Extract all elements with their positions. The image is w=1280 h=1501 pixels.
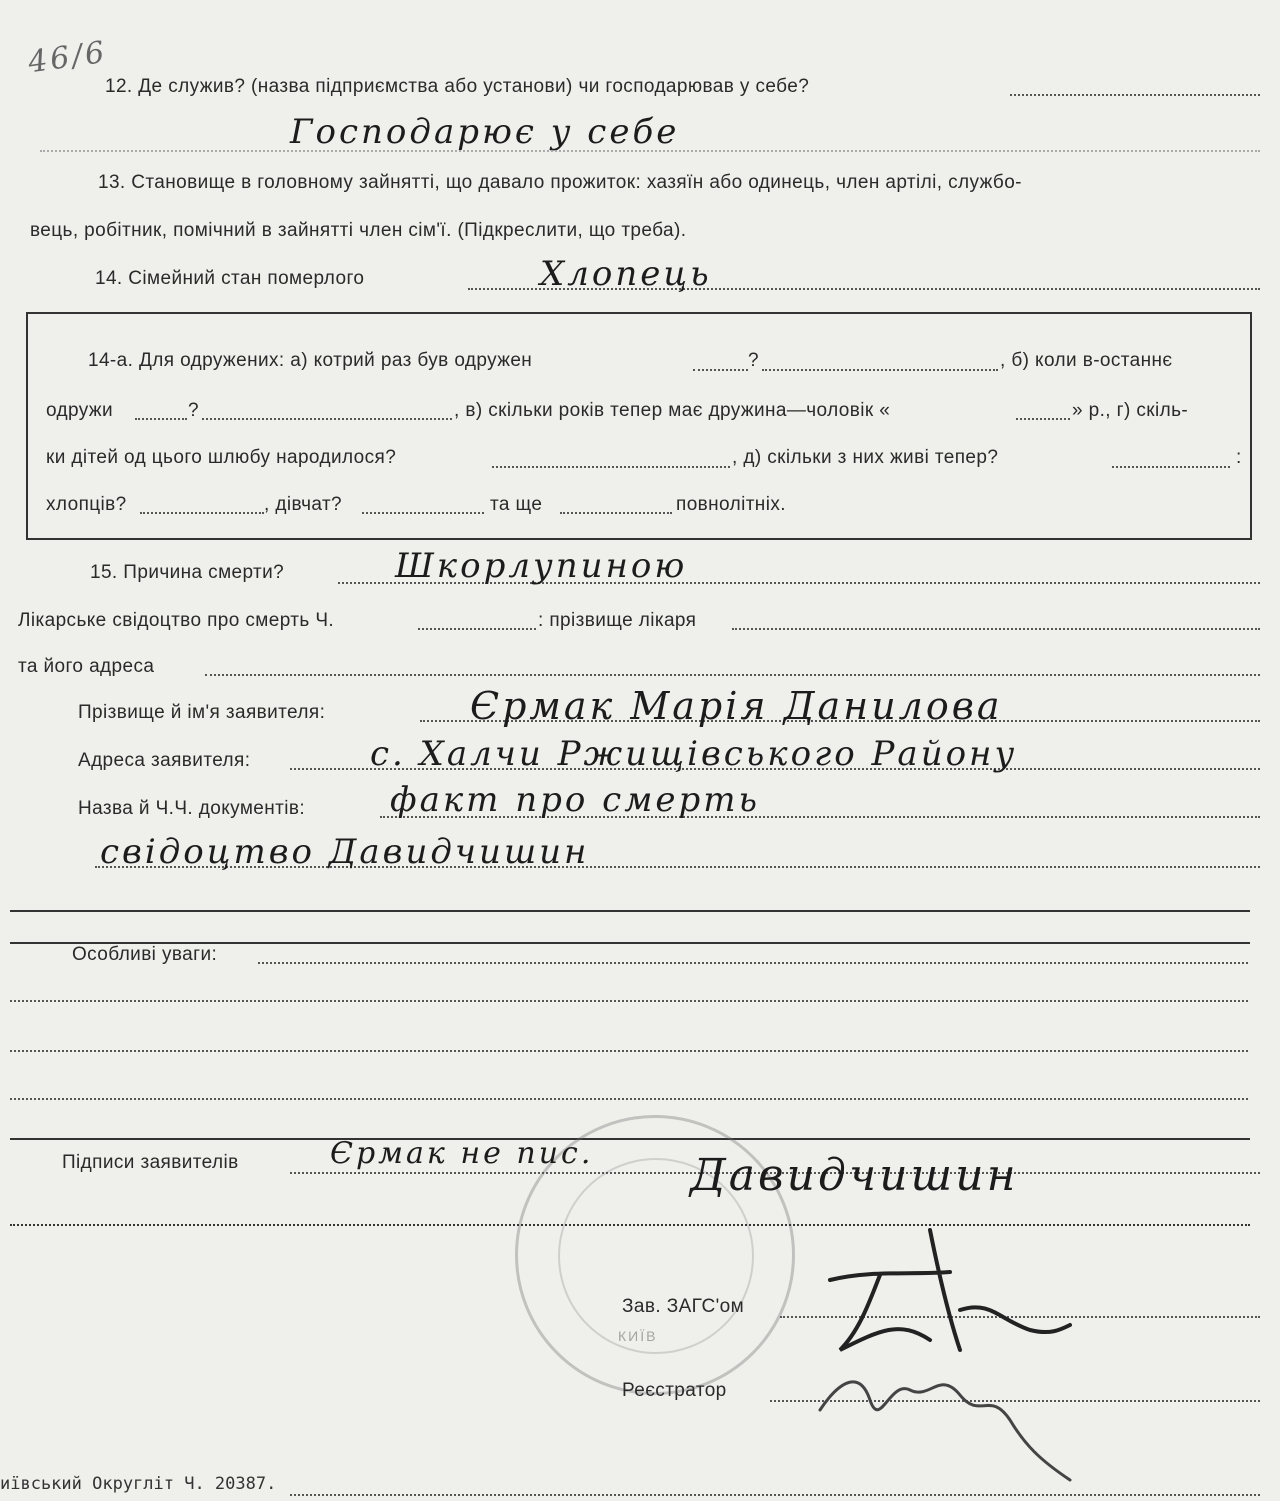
applicant-signatures-value: Єрмак не пис.: [330, 1136, 594, 1171]
documents-value: факт про смерть: [390, 780, 761, 820]
documents-value-2: свідоцтво Давидчишин: [100, 832, 590, 872]
printer-footer: иївський Округліт Ч. 20387.: [0, 1474, 277, 1494]
certificate-label-a: Лікарське свідоцтво про смерть Ч.: [18, 610, 335, 631]
q14a-line1-b: , б) коли в-останнє: [1000, 350, 1173, 371]
registrar-label: Реєстратор: [622, 1380, 727, 1401]
notes-line-1: [258, 962, 1248, 964]
q14a-line4-dots-1: [140, 512, 264, 514]
footer-line: [290, 1494, 1260, 1496]
q14a-line4-b: , дівчат?: [264, 494, 343, 515]
q14a-line3-dots-2: [1112, 466, 1230, 468]
q12-label: 12. Де служив? (назва підприємства або установи) чи господарював у себе?: [105, 76, 810, 97]
zags-head-signature: [800, 1220, 1080, 1370]
doctor-name-line: [732, 628, 1260, 630]
notes-line-2: [10, 1000, 1248, 1002]
q14a-line3-c: :: [1236, 447, 1242, 468]
q14a-line3-dots-1: [492, 466, 730, 468]
q12-answer: Господарює у себе: [290, 112, 680, 152]
q14a-line3-a: ки дітей од цього шлюбу народилося?: [46, 447, 397, 468]
certificate-label-b: : прізвище лікаря: [538, 610, 697, 631]
registrar-signature-stroke-1: [820, 1382, 1070, 1480]
q14a-line1-dots-2: [762, 369, 998, 371]
q14a-line2-dots-1: [135, 418, 187, 420]
zags-head-label: Зав. ЗАГС'ом: [622, 1296, 745, 1317]
q14a-line2-dots-2: [202, 418, 452, 420]
stamp-text: КИЇВ: [618, 1328, 658, 1344]
applicant-name-label: Прізвище й ім'я заявителя:: [78, 702, 326, 723]
zags-head-signature-stroke-1: [830, 1230, 1070, 1350]
applicant-signature-mark: Давидчишин: [690, 1150, 1019, 1201]
notes-label: Особливі уваги:: [72, 944, 218, 965]
married-section-box: [26, 312, 1252, 540]
q12-answer-line: [40, 150, 1260, 152]
q14a-line4-dots-3: [560, 512, 672, 514]
q14a-line2-a: одружи: [46, 400, 114, 421]
q14a-line2-dots-3: [1016, 418, 1070, 420]
q14-label: 14. Сімейний стан померлого: [95, 268, 365, 289]
applicant-address-value: с. Халчи Ржищівського Району: [370, 734, 1018, 774]
divider-1: [10, 910, 1250, 912]
registrar-signature: [810, 1350, 1090, 1490]
doctor-address-label: та його адреса: [18, 656, 155, 677]
q14a-line1-q: ?: [748, 350, 759, 371]
applicant-address-label: Адреса заявителя:: [78, 750, 251, 771]
q14a-line1-dots-1: [693, 369, 748, 371]
q14a-line4-dots-2: [362, 512, 484, 514]
applicant-name-value: Єрмак Марія Данилова: [470, 684, 1003, 728]
applicant-signatures-label: Підписи заявителів: [62, 1152, 239, 1173]
margin-note: 46/6: [25, 34, 110, 81]
q14a-line2-q: ?: [188, 400, 199, 421]
q14a-line4-d: повнолітніх.: [676, 494, 786, 515]
q14a-line4-c: та ще: [490, 494, 543, 515]
notes-line-4: [10, 1098, 1248, 1100]
q14a-line3-b: , д) скільки з них живі тепер?: [732, 447, 999, 468]
q14a-line2-c: » р., г) скіль-: [1072, 400, 1189, 421]
q14-answer: Хлопець: [540, 254, 712, 294]
q14a-line2-b: , в) скільки років тепер має дружина—чоловік «: [454, 400, 891, 421]
notes-line-3: [10, 1050, 1248, 1052]
certificate-number-line: [418, 628, 536, 630]
q15-answer: Шкорлупиною: [395, 546, 688, 586]
q14a-line4-a: хлопців?: [46, 494, 127, 515]
q14a-line1-a: 14-а. Для одружених: а) котрий раз був одружен: [88, 350, 533, 371]
q15-label: 15. Причина смерти?: [90, 562, 285, 583]
doctor-address-line: [205, 674, 1260, 676]
q12-dotted-line: [1010, 94, 1260, 96]
documents-label: Назва й Ч.Ч. документів:: [78, 798, 306, 819]
q13-line1: 13. Становище в головному зайнятті, що давало прожиток: хазяїн або одинець, член артілі, службо-: [98, 172, 1022, 193]
q13-line2: вець, робітник, помічний в зайнятті член сім'ї. (Підкреслити, що треба).: [30, 220, 687, 241]
